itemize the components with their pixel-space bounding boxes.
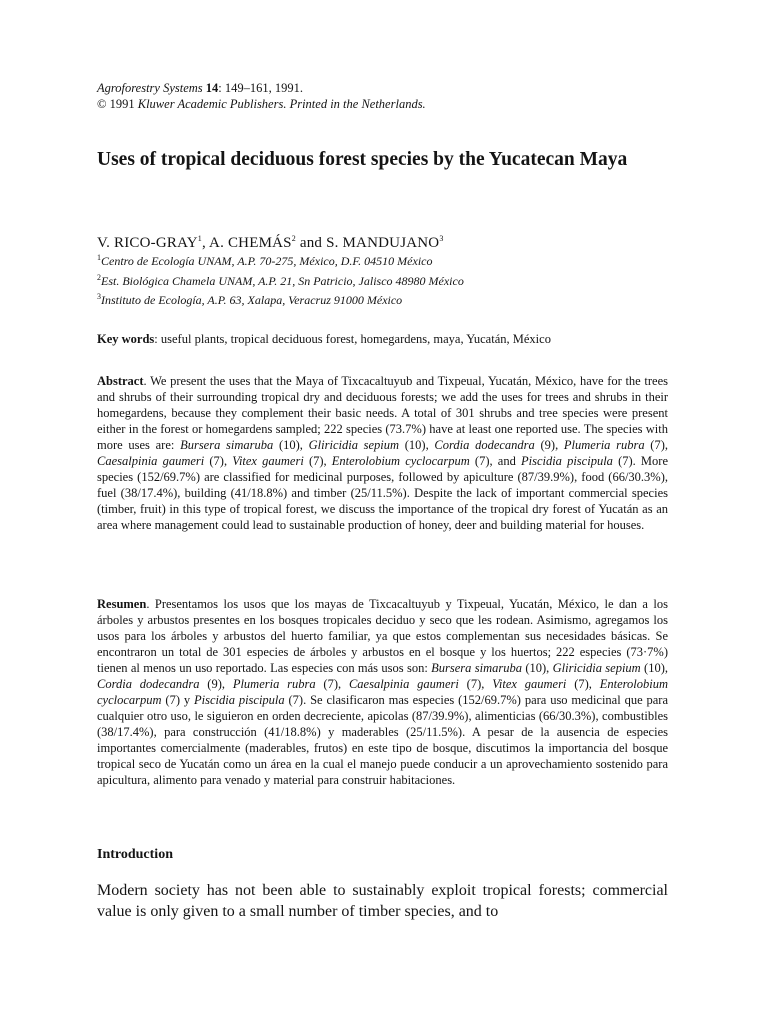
abstract (97, 373, 668, 533)
copyright-line (97, 96, 426, 112)
abstract-text: (7), (303, 454, 332, 468)
affiliation-item (97, 270, 464, 290)
species-name: Piscidia piscipula (193, 693, 285, 707)
author-affil-mark: 2 (291, 234, 296, 243)
species-name: Gliricidia sepium (308, 438, 400, 452)
affiliation-mark: 1 (97, 253, 101, 262)
species-name: Piscidia piscipula (520, 454, 613, 468)
journal-pages: : 149–161, 1991. (218, 81, 304, 95)
species-name: Vitex gaumeri (492, 677, 567, 691)
copyright-year: 1991 (109, 97, 135, 111)
abstract-text: (10), (399, 438, 435, 452)
abstract-label: Abstract (97, 374, 144, 388)
species-name: Bursera simaruba (431, 661, 522, 675)
journal-name: Agroforestry Systems (97, 81, 203, 95)
journal-line (97, 80, 426, 96)
resumen-text: (7), (315, 677, 349, 691)
affiliation-item (97, 289, 464, 309)
affiliation-text: Instituto de Ecología, A.P. 63, Xalapa, Veracruz 91000 México (101, 293, 403, 307)
journal-volume: 14 (205, 81, 219, 95)
species-name: Plumeria rubra (232, 677, 316, 691)
journal-citation (97, 80, 426, 112)
author-separator: and (295, 235, 327, 251)
species-name: Gliricidia sepium (552, 661, 641, 675)
resumen-text: (7), (566, 677, 600, 691)
publisher-text: Kluwer Academic Publishers. Printed in the Netherlands. (137, 97, 426, 111)
species-name: Bursera simaruba (180, 438, 274, 452)
affiliation-mark: 3 (97, 292, 101, 301)
species-name: Cordia dodecandra (97, 677, 200, 691)
resumen-text: . Presentamos los usos que los mayas de Tixcacaltuyub y Tixpeual, Yucatán, México, le dan a los árboles y arbustos presentes en los bosques tropicales deciduo y seco que les rodean. Asimismo, agregamos los usos para los árboles y arbustos del huerto familiar, ya que estos complementan sus necesidades básicas. Se encontraron un total de 301 especies de árboles y arbustos en el bosque y los huertos; 222 especies (73·7%) tienen al menos un uso reportado. Las especies con más usos son: (97, 597, 668, 675)
abstract-text: (7), and (469, 454, 521, 468)
resumen-label: Resumen (97, 597, 147, 611)
affiliation-list (97, 250, 464, 309)
affiliation-text: Centro de Ecología UNAM, A.P. 70-275, México, D.F. 04510 México (101, 254, 433, 268)
abstract-text: (7). More species (152/69.7%) are classified for medicinal purposes, followed by apiculture (87/39.9%), food (66/30.3%), fuel (38/17.4%), building (41/18.8%) and timber (25/11.5%). Despite the lack of important commercial species (timber, fruit) in this type of tropical forest, we discuss the importance of the tropical dry forest of Yucatán as an area where management could lead to sustainable production of honey, deer and building material for houses. (97, 454, 668, 532)
abstract-text: (7), (204, 454, 233, 468)
author-name: S. MANDUJANO (326, 235, 440, 251)
resumen-text: (7) y (161, 693, 194, 707)
abstract-text: (10), (273, 438, 309, 452)
paper-title: Uses of tropical deciduous forest species by the Yucatecan Maya (97, 149, 628, 170)
species-name: Enterolobium cyclocarpum (331, 454, 470, 468)
author-name: V. RICO-GRAY (97, 235, 198, 251)
species-name: Caesalpinia gaumeri (348, 677, 459, 691)
resumen-text: (9), (199, 677, 233, 691)
keywords (97, 331, 697, 347)
abstract-text: (9), (534, 438, 564, 452)
section-heading-introduction: Introduction (97, 847, 173, 862)
affiliation-text: Est. Biológica Chamela UNAM, A.P. 21, Sn Patricio, Jalisco 48980 México (101, 273, 464, 288)
author-list (97, 230, 444, 252)
author-name: A. CHEMÁS (209, 235, 292, 251)
author-separator: , (201, 235, 210, 251)
resumen-text: (10), (640, 661, 668, 675)
keywords-label: Key words (97, 332, 155, 346)
author-affil-mark: 1 (197, 234, 202, 243)
author-affil-mark: 3 (439, 234, 444, 243)
introduction-text: Modern society has not been able to sustainably exploit tropical forests; commercial value is only given to a small number of timber species, and to (97, 882, 668, 920)
species-name: Cordia dodecandra (434, 438, 535, 452)
species-name: Enterolobium cyclocarpum (97, 677, 669, 707)
resumen-text: (7), (458, 677, 493, 691)
abstract-text: . We present the uses that the Maya of Tixcacaltuyub and Tixpeual, Yucatán, México, have for the trees and shrubs of their surrounding tropical dry and deciduous forests; we add the uses for trees and shrubs in their homegardens, because they complement their basic needs. A total of 301 shrubs and tree species were present either in the forest or homegardens sampled; 222 species (73.7%) have at least one reported use. The species with more uses are: (97, 374, 668, 452)
keywords-text: : useful plants, tropical deciduous forest, homegardens, maya, Yucatán, México (154, 332, 551, 346)
copyright-symbol: © (97, 97, 107, 111)
species-name: Vitex gaumeri (232, 454, 304, 468)
resumen (97, 596, 668, 788)
resumen-text: (10), (522, 661, 553, 675)
abstract-text: (7), (644, 438, 669, 452)
species-name: Plumeria rubra (563, 438, 645, 452)
affiliation-mark: 2 (97, 272, 101, 282)
affiliation-item (97, 250, 464, 270)
resumen-text: (7). Se clasificaron mas especies (152/69.7%) para uso medicinal que para cualquier otro uso, le siguieron en orden decreciente, apicolas (87/39.9%), alimenticias (66/30.3%), combustibles (38/17.4%), para construcción (41/18.8%) y maderables (25/11.5%). A pesar de la ausencia de especies importantes comercialmente (maderables, frutos) en este tipo de bosque, discutimos la importancia del bosque tropical seco de Yucatán como un área en la cual el manejo puede conducir a un aprovechamiento sostenido para apicultura, alimento para venado y material para construir habitaciones. (97, 693, 668, 787)
species-name: Caesalpinia gaumeri (97, 454, 205, 468)
